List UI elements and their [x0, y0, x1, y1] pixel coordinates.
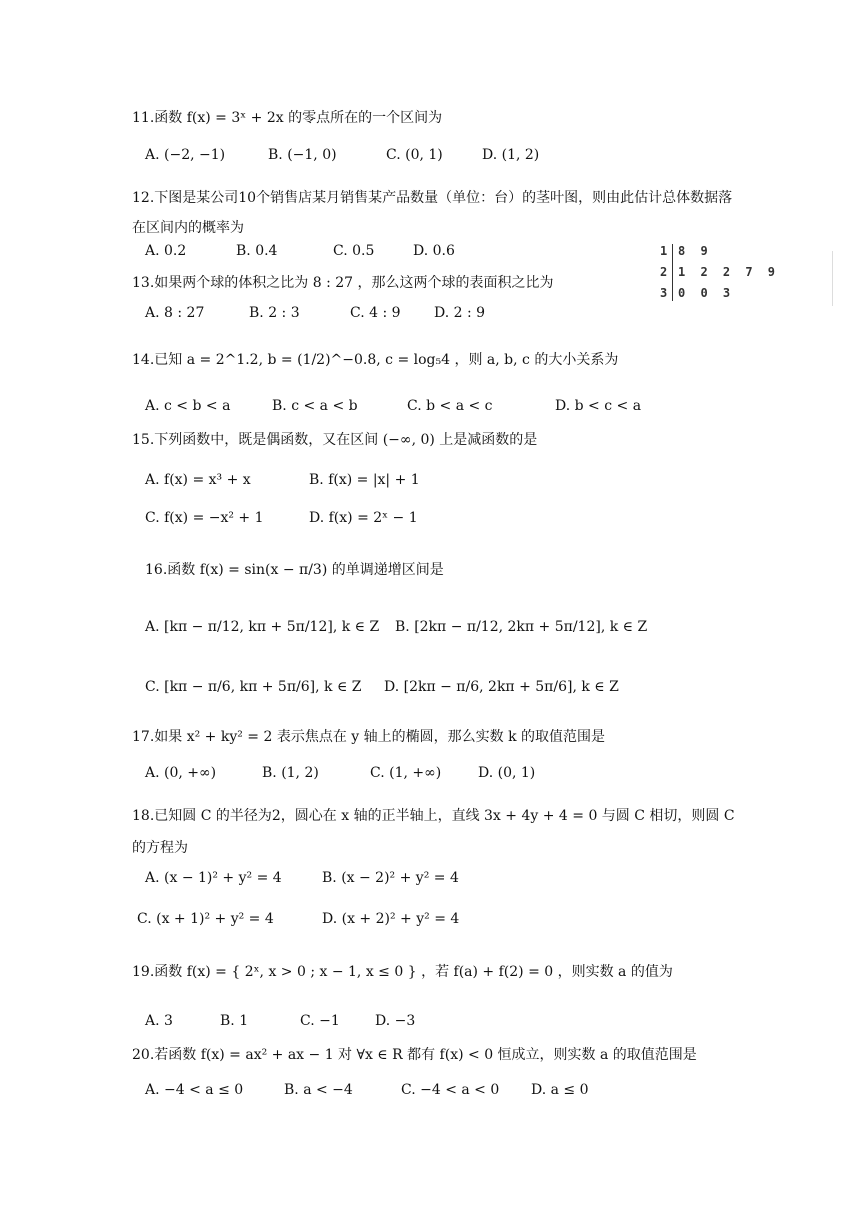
q16-option-c: C. [kπ − π/6, kπ + 5π/6], k ∈ Z	[145, 679, 362, 695]
question-19-stem: 19.函数 f(x) = { 2ˣ, x > 0 ; x − 1, x ≤ 0 } ，若 f(a) + f(2) = 0 ，则实数 a 的值为	[132, 964, 673, 980]
question-17-stem: 17.如果 x² + ky² = 2 表示焦点在 y 轴上的椭圆，那么实数 k 的取值范围是	[132, 729, 606, 745]
q12-option-a: A. 0.2	[145, 243, 187, 259]
q13-option-d: D. 2 : 9	[434, 305, 486, 321]
q17-option-b: B. (1, 2)	[262, 765, 319, 781]
q17-option-d: D. (0, 1)	[478, 765, 536, 781]
question-18-stem: 18.已知圆 C 的半径为2，圆心在 x 轴的正半轴上，直线 3x + 4y + 4 = 0 与圆 C 相切，则圆 C 的方程为	[132, 808, 735, 856]
stem-value: 1	[660, 244, 668, 258]
q11-option-d: D. (1, 2)	[482, 147, 540, 163]
q14-option-d: D. b < c < a	[555, 398, 642, 414]
q15-option-a: A. f(x) = x³ + x	[145, 472, 251, 488]
q19-option-c: C. −1	[300, 1013, 340, 1029]
question-15-stem: 15.下列函数中，既是偶函数，又在区间 (−∞, 0) 上是减函数的是	[132, 432, 538, 448]
leaf-values: 8 9	[678, 244, 712, 258]
q12-option-c: C. 0.5	[333, 243, 375, 259]
q13-option-a: A. 8 : 27	[145, 305, 205, 321]
q15-option-c: C. f(x) = −x² + 1	[145, 510, 264, 526]
q14-option-b: B. c < a < b	[272, 398, 358, 414]
q12-option-d: D. 0.6	[413, 243, 455, 259]
q19-option-b: B. 1	[220, 1013, 249, 1029]
q18-option-d: D. (x + 2)² + y² = 4	[322, 911, 460, 927]
question-14-stem: 14.已知 a = 2^1.2, b = (1/2)^−0.8, c = log₅4 ，则 a, b, c 的大小关系为	[132, 352, 619, 368]
question-12-stem: 12.下图是某公司10个销售店某月销售某产品数量（单位：台）的茎叶图，则由此估计总体数据落在区间内的概率为	[132, 190, 733, 236]
q20-option-b: B. a < −4	[284, 1082, 353, 1098]
question-13-stem: 13.如果两个球的体积之比为 8 : 27 ，那么这两个球的表面积之比为	[132, 275, 554, 291]
q13-option-c: C. 4 : 9	[350, 305, 401, 321]
q20-option-d: D. a ≤ 0	[531, 1082, 589, 1098]
question-11-stem: 11.函数 f(x) = 3ˣ + 2x 的零点所在的一个区间为	[132, 110, 443, 126]
stem-value: 2	[660, 265, 668, 279]
q15-option-b: B. f(x) = |x| + 1	[309, 472, 420, 488]
q11-option-c: C. (0, 1)	[386, 147, 443, 163]
q14-option-a: A. c < b < a	[145, 398, 231, 414]
q17-option-a: A. (0, +∞)	[145, 765, 217, 781]
q15-option-d: D. f(x) = 2ˣ − 1	[309, 510, 418, 526]
q18-option-c: C. (x + 1)² + y² = 4	[137, 911, 274, 927]
q18-option-b: B. (x − 2)² + y² = 4	[322, 870, 459, 886]
q17-option-c: C. (1, +∞)	[370, 765, 442, 781]
q20-option-c: C. −4 < a < 0	[401, 1082, 500, 1098]
stem-row	[658, 241, 833, 262]
q12-option-b: B. 0.4	[236, 243, 278, 259]
stem-value: 3	[660, 286, 668, 300]
question-16-stem: 16.函数 f(x) = sin(x − π/3) 的单调递增区间是	[145, 562, 444, 578]
q13-option-b: B. 2 : 3	[249, 305, 300, 321]
q20-option-a: A. −4 < a ≤ 0	[145, 1082, 244, 1098]
q11-option-a: A. (−2, −1)	[145, 147, 226, 163]
q18-option-a: A. (x − 1)² + y² = 4	[145, 870, 282, 886]
q19-option-d: D. −3	[375, 1013, 416, 1029]
leaf-values: 1 2 2 7 9	[678, 265, 780, 279]
leaf-values: 0 0 3	[678, 286, 735, 300]
q16-option-b: B. [2kπ − π/12, 2kπ + 5π/12], k ∈ Z	[395, 619, 648, 635]
q19-option-a: A. 3	[145, 1013, 173, 1029]
q16-option-a: A. [kπ − π/12, kπ + 5π/12], k ∈ Z	[145, 619, 380, 635]
question-20-stem: 20.若函数 f(x) = ax² + ax − 1 对 ∀x ∈ R 都有 f(x) < 0 恒成立，则实数 a 的取值范围是	[132, 1047, 697, 1063]
q14-option-c: C. b < a < c	[407, 398, 493, 414]
q16-option-d: D. [2kπ − π/6, 2kπ + 5π/6], k ∈ Z	[384, 679, 619, 695]
q11-option-b: B. (−1, 0)	[268, 147, 337, 163]
